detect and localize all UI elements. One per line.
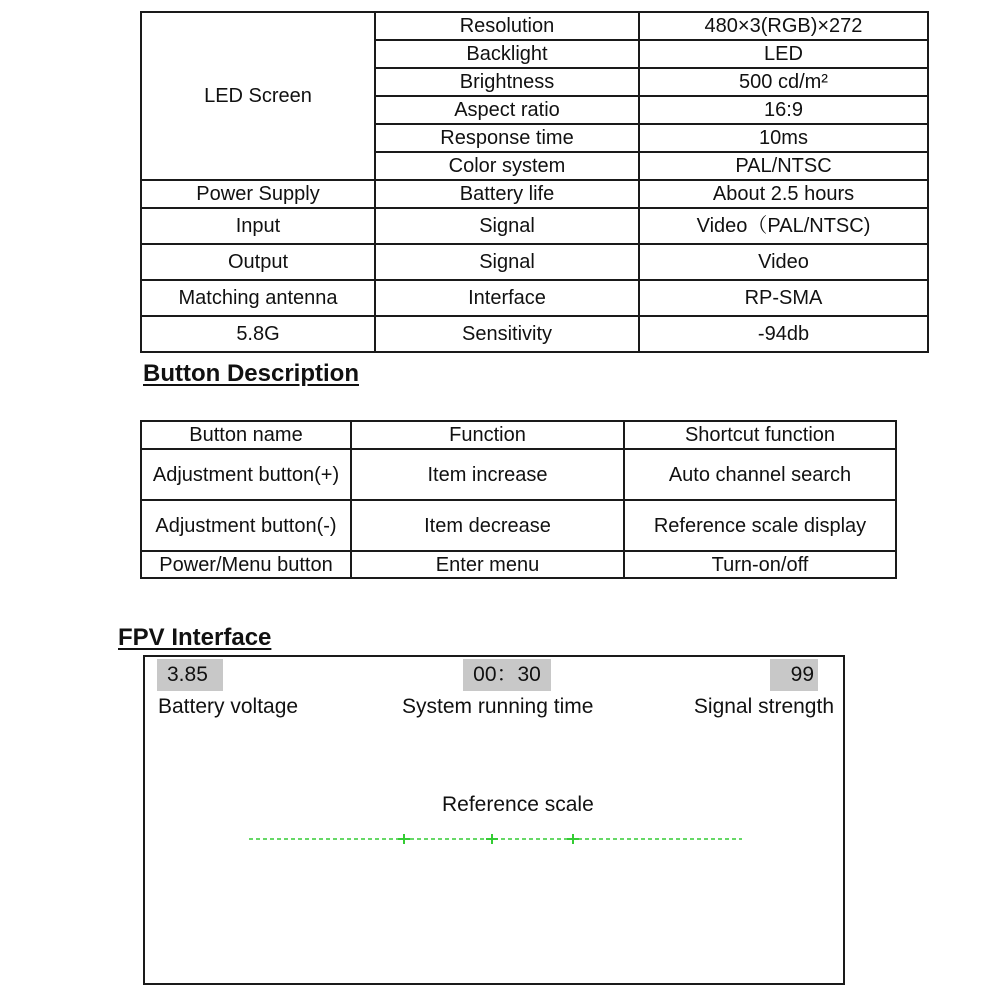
column-header: Function [351, 421, 624, 449]
value-cell: 16:9 [639, 96, 928, 124]
category-cell: Power Supply [141, 180, 375, 208]
param-cell: Response time [375, 124, 639, 152]
value-cell: About 2.5 hours [639, 180, 928, 208]
category-cell: Matching antenna [141, 280, 375, 316]
param-cell: Signal [375, 208, 639, 244]
value-cell: -94db [639, 316, 928, 352]
table-row [141, 12, 928, 40]
shortcut-cell: Reference scale display [624, 500, 896, 551]
category-cell: 5.8G [141, 316, 375, 352]
running-time-label: System running time [402, 695, 594, 718]
scale-cross-mark [486, 834, 498, 844]
fpv-interface-title: FPV Interface [118, 624, 272, 651]
table-row [141, 280, 928, 316]
param-cell: Aspect ratio [375, 96, 639, 124]
button-description-title: Button Description [143, 360, 359, 387]
scale-cross-mark [398, 834, 410, 844]
reference-scale [245, 829, 745, 849]
param-cell: Backlight [375, 40, 639, 68]
fpv-screen [143, 655, 845, 985]
function-cell: Enter menu [351, 551, 624, 578]
value-cell: 500 cd/m² [639, 68, 928, 96]
column-header: Button name [141, 421, 351, 449]
param-cell: Interface [375, 280, 639, 316]
value-cell: 480×3(RGB)×272 [639, 12, 928, 40]
param-cell: Sensitivity [375, 316, 639, 352]
reference-scale-label: Reference scale [442, 793, 594, 816]
table-row [141, 551, 896, 578]
category-cell: Output [141, 244, 375, 280]
table-header-row [141, 421, 896, 449]
column-header: Shortcut function [624, 421, 896, 449]
signal-strength-label: Signal strength [693, 695, 834, 718]
button-name-cell: Power/Menu button [141, 551, 351, 578]
param-cell: Signal [375, 244, 639, 280]
button-name-cell: Adjustment button(-) [141, 500, 351, 551]
button-table [140, 420, 897, 579]
category-cell-led-screen: LED Screen [141, 12, 375, 180]
param-cell: Color system [375, 152, 639, 180]
function-cell: Item increase [351, 449, 624, 500]
param-cell: Brightness [375, 68, 639, 96]
battery-voltage-readout: 3.85 [157, 659, 223, 691]
shortcut-cell: Auto channel search [624, 449, 896, 500]
scale-cross-mark [567, 834, 579, 844]
param-cell: Battery life [375, 180, 639, 208]
table-row [141, 244, 928, 280]
value-cell: LED [639, 40, 928, 68]
value-cell: 10ms [639, 124, 928, 152]
table-row [141, 208, 928, 244]
running-time-readout: 00：30 [463, 659, 551, 691]
value-cell: PAL/NTSC [639, 152, 928, 180]
spec-table [140, 11, 929, 353]
value-cell: RP-SMA [639, 280, 928, 316]
button-name-cell: Adjustment button(+) [141, 449, 351, 500]
battery-voltage-label: Battery voltage [158, 695, 299, 718]
table-row [141, 180, 928, 208]
value-cell: Video [639, 244, 928, 280]
table-row [141, 449, 896, 500]
signal-strength-readout: 99 [770, 659, 818, 691]
function-cell: Item decrease [351, 500, 624, 551]
shortcut-cell: Turn-on/off [624, 551, 896, 578]
param-cell: Resolution [375, 12, 639, 40]
category-cell: Input [141, 208, 375, 244]
table-row [141, 500, 896, 551]
value-cell: Video（PAL/NTSC) [639, 208, 928, 244]
table-row [141, 316, 928, 352]
